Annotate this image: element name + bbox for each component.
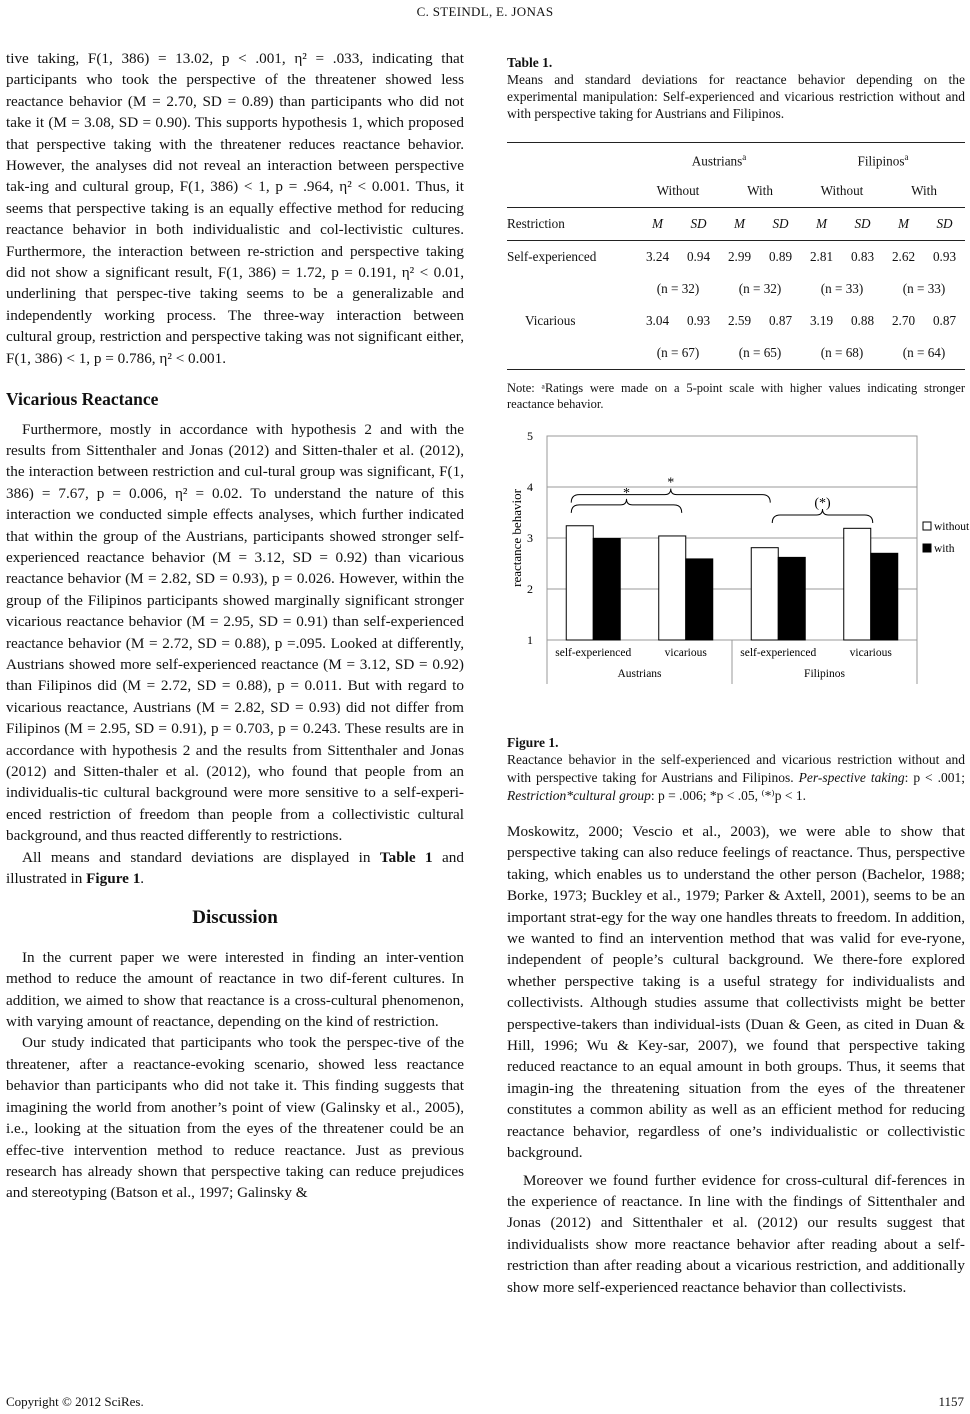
table-cell <box>507 175 637 208</box>
discussion-paragraph-2: Our study indicated that participants who took the perspec-tive of the threatener, after a reactance-evoking scenario, showed less reactance behavior than participants who did not take it. This finding suggests that imagining the world from another’s point of view (Galinsky et al., 2005), i.e., looking at the situation from the eyes of the threatener could be an effec-tive intervention method to reduce reactance. Just as previous research has already shown that perspective taking can reduce prejudices and stereotyping (Batson et al., 1997; Galinsky & <box>6 1034 464 1202</box>
caption-text: Reactance behavior in the self-experienced and vicarious restriction without and with perspective taking for Austrians and Filipinos. <box>507 752 965 785</box>
table-cell <box>719 208 760 241</box>
table-note: Note: ᵃRatings were made on a 5-point scale with higher values indicating stronger reactance behavior. <box>507 381 965 411</box>
bar-with <box>686 559 713 640</box>
right-column <box>507 48 970 1298</box>
left-column <box>6 48 464 1204</box>
table-cell: 0.87 <box>768 313 793 329</box>
table-cell <box>883 208 924 241</box>
significance-bracket <box>772 509 873 523</box>
bar-without <box>751 548 778 640</box>
table-cell: 0.94 <box>678 241 719 274</box>
legend-swatch-without <box>923 522 931 530</box>
table-cell: Without <box>820 183 864 199</box>
table-cell: (n = 64) <box>883 337 965 370</box>
sd-label: SD <box>936 216 953 232</box>
table-cell: Self-experienced <box>507 241 637 274</box>
table-cell: Vicarious <box>525 313 576 329</box>
table-label: Table 1. <box>507 55 553 70</box>
y-tick-label: 3 <box>527 531 533 545</box>
caption-text: : p < .001; <box>904 770 966 785</box>
legend-swatch-with <box>923 544 931 552</box>
x-category-label: self-experienced <box>740 647 817 659</box>
table-row <box>507 273 965 305</box>
significance-marker: (*) <box>814 496 831 512</box>
table-cell: 3.19 <box>809 313 834 329</box>
bar-without <box>566 526 593 640</box>
table-caption: Means and standard deviations for reactance behavior depending on the experimental manipulation: Self-experienced and vicarious restriction without and with perspective taking for Austrians and Filipinos. <box>507 72 965 121</box>
x-group-label: Filipinos <box>804 668 845 680</box>
table-cell: 2.62 <box>883 241 924 274</box>
y-tick-label: 5 <box>527 429 533 443</box>
figure-reference: Figure 1 <box>86 870 141 888</box>
table-cell <box>507 273 637 305</box>
bar-without <box>844 528 871 640</box>
table-cell: (n = 65) <box>719 337 801 370</box>
table-cell: 0.88 <box>850 313 875 329</box>
y-tick-label: 2 <box>527 582 533 596</box>
table-cell: (n = 32) <box>656 281 700 297</box>
y-axis-label: reactance behavior <box>509 489 524 587</box>
table-cell: 2.59 <box>727 313 752 329</box>
table-cell: 0.93 <box>924 241 965 274</box>
table-cell: 0.89 <box>760 241 801 274</box>
table-cell: 0.93 <box>686 313 711 329</box>
running-header: C. STEINDL, E. JONAS <box>416 4 554 19</box>
table-cell <box>507 337 637 370</box>
text-span: and illustrated in <box>6 848 464 888</box>
sd-label: SD <box>854 216 871 232</box>
table-group-header <box>801 143 965 176</box>
bar-without <box>659 536 686 640</box>
table-row <box>507 241 965 274</box>
m-label: M <box>652 216 663 232</box>
table-cell: 0.87 <box>932 313 957 329</box>
x-category-label: self-experienced <box>555 647 632 659</box>
table-cell: Without <box>656 183 700 199</box>
table-cell <box>842 208 883 241</box>
table-cell: (n = 33) <box>820 281 864 297</box>
section-heading-discussion: Discussion <box>192 907 278 929</box>
x-group-label: Austrians <box>617 668 662 680</box>
means-table <box>507 142 965 370</box>
page-number: 1157 <box>938 1394 964 1409</box>
table-cell <box>507 143 637 176</box>
m-label: M <box>898 216 909 232</box>
significance-marker: * <box>623 485 630 501</box>
table-cell <box>924 208 965 241</box>
discussion-paragraph-3: Moskowitz, 2000; Vescio et al., 2003), we were able to show that perspective taking can also reduce feelings of reactance. Thus, perspective taking, which enables us to understand the other person (Bachelor, 1988; Borke, 1973; Buckley et al., 1979; Parker & Axtell, 2001), seems to be an important strat-egy for the way one handles threats to freedom. In addition, we wanted to find an intervention method that was valid for eve-ryone, independent of people’s cultural background. We there-fore explored whether perspective taking is a useful strategy for individualists and collectivists. Although studies assume that collectivists might be better perspective-takers than individual-ists (Duan & Geen, as cited in Duan & Hill, 1996; Wu & Key-sar, 2007), we found that perspective taking reduced reactance to an equal amount in both groups. Thus, it seems that imagin-ing the threatening situation from the eyes of the threatener constitutes a common ability as well as an efficient method for reducing reactance behavior, regardless of one’s individualistic or collectivistic background. <box>507 823 965 1162</box>
section-heading-vicarious-reactance: Vicarious Reactance <box>6 389 159 410</box>
x-category-label: vicarious <box>849 647 892 659</box>
significance-bracket <box>571 499 682 513</box>
bar-with <box>593 539 620 640</box>
vicarious-paragraph: Furthermore, mostly in accordance with hypothesis 2 and with the results from Sittenthaler and Jonas (2012) and Sitten-thaler et al. (2012), the interaction between restriction and cul-tural group was significant, F(1, 386) = 7.67, p = 0.006, η² = 0.02. To understand the nature of this interaction we conducted simple effects analyses, which further indicated that within the group of the Austrians, participants showed stronger self-experienced reactance behavior (M = 3.12, SD = 0.92) than vicarious reactance behavior (M = 2.82, SD = 0.93), p = 0.026. However, within the group of the Filipinos participants showed marginally significant stronger vicarious reactance behavior (M = 2.95, SD = 0.91) than self-experienced reactance behavior (M = 2.72, SD = 0.88), p =.095. Looked at differently, Austrians showed more self-experienced reactance (M = 3.12, SD = 0.92) than Filipinos did (M = 2.72, SD = 0.88), p = 0.011. But with regard to vicarious reactance, Austrians (M = 2.82, SD = 0.93) did not differ from Filipinos (M = 2.95, SD = 0.91), p = 0.703, p = 0.243. These results are in accordance with hypothesis 2 and the results from Sittenthaler and Jonas (2012) and Sitten-thaler et al. (2012), who found that people from an individualis-tic cultural background were more sensitive to a self-experi-enced restriction of freedom than people from a collectivistic cultural background, and thus reacted differently to restrictions. <box>6 420 464 845</box>
bar-with <box>871 553 898 640</box>
table-cell <box>678 208 719 241</box>
caption-text: Per-spective taking <box>798 770 905 785</box>
table-cell: Restriction <box>507 208 637 241</box>
table-row <box>507 305 965 337</box>
legend-label: with <box>934 543 955 555</box>
table-cell: 3.24 <box>637 241 678 274</box>
significance-bracket <box>571 489 770 503</box>
discussion-paragraph-4: Moreover we found further evidence for cross-cultural dif-ferences in the experience of reactance. In line with the findings of Sittenthaler and Jonas (2012) and Sittenthaler et al. (2012) our results suggest that individualists show more reactance behavior after reading about a self-restriction than after reading about a vicarious restriction, and additionally show more self-experienced reactance behavior than collectivists. <box>507 1171 965 1296</box>
table-cell <box>760 208 801 241</box>
table-cell: With <box>747 183 773 199</box>
figure-caption <box>507 751 965 805</box>
table-cell: 2.99 <box>719 241 760 274</box>
table-row <box>507 337 965 370</box>
x-category-label: vicarious <box>664 647 707 659</box>
table-group-header <box>637 143 801 176</box>
table-cell: 3.04 <box>645 313 670 329</box>
footnote-marker: a <box>904 151 909 162</box>
group-austrians: Austrians <box>691 152 743 168</box>
table-cell <box>637 208 678 241</box>
m-label: M <box>734 216 745 232</box>
table-cell: (n = 68) <box>801 337 883 370</box>
group-filipinos: Filipinos <box>857 152 905 168</box>
discussion-paragraph-1: In the current paper we were interested in finding an inter-vention method to reduce the amount of reactance in two dif-ferent cultures. In addition, we aimed to show that reactance is a cross-cultural phenomenon, with varying amount of reactance, depending on the kind of restriction. <box>6 948 464 1031</box>
table-header-row <box>507 143 965 176</box>
table-cell: (n = 32) <box>738 281 782 297</box>
table-cell <box>801 208 842 241</box>
bar-chart <box>507 426 970 726</box>
table-subheader-row <box>507 175 965 208</box>
footnote-marker: a <box>742 151 747 162</box>
legend-label: without <box>934 521 970 533</box>
y-tick-label: 4 <box>527 480 533 494</box>
y-tick-label: 1 <box>527 633 533 647</box>
text-span: All means and standard deviations are displayed in <box>22 848 380 866</box>
table-cell: 2.70 <box>891 313 916 329</box>
results-paragraph: tive taking, F(1, 386) = 13.02, p < .001, η² = .033, indicating that participants who took the perspective of the threatener showed less reactance behavior (M = 2.70, SD = 0.89) than participants who did not take it (M = 3.08, SD = 0.90). This supports hypothesis 1, which proposed that perspective taking with the threatener reduces reactance behavior. However, the analyses did not reveal an interaction between perspective tak-ing and cultural group, F(1, 386) < 1, p = .964, η² < 0.001. Thus, it seems that perspective taking is an equally effective method for reducing reactance behavior in both individualistic and col-lectivistic cultures. Furthermore, the interaction between re-striction and perspective taking did not show a significant result, F(1, 386) = 1.72, p = 0.191, η² < 0.01, underlining that perspec-tive taking seems to be a generalizable and independently working process. The three-way interaction between cultural group, restriction and perspective taking was not significant either, F(1, 386) < 1, p = 0.786, η² < 0.001. <box>6 50 464 367</box>
caption-text: : p = .006; *p < .05, ⁽*⁾p < 1. <box>650 788 806 803</box>
m-label: M <box>816 216 827 232</box>
sd-label: SD <box>772 216 789 232</box>
figure-label: Figure 1. <box>507 735 559 750</box>
sd-label: SD <box>690 216 707 232</box>
table-column-header-row <box>507 208 965 241</box>
table-cell: 0.83 <box>842 241 883 274</box>
caption-text: Restriction*cultural group <box>507 788 651 803</box>
table-reference-paragraph <box>6 847 464 890</box>
text-span: . <box>140 870 145 888</box>
table-cell: 2.81 <box>801 241 842 274</box>
significance-marker: * <box>667 475 675 491</box>
table-reference: Table 1 <box>379 848 433 866</box>
table-cell: With <box>911 183 937 199</box>
copyright-footer: Copyright © 2012 SciRes. <box>6 1394 144 1409</box>
figure-1 <box>507 426 970 726</box>
table-cell: (n = 33) <box>902 281 946 297</box>
table-cell: (n = 67) <box>637 337 719 370</box>
bar-with <box>778 557 805 640</box>
